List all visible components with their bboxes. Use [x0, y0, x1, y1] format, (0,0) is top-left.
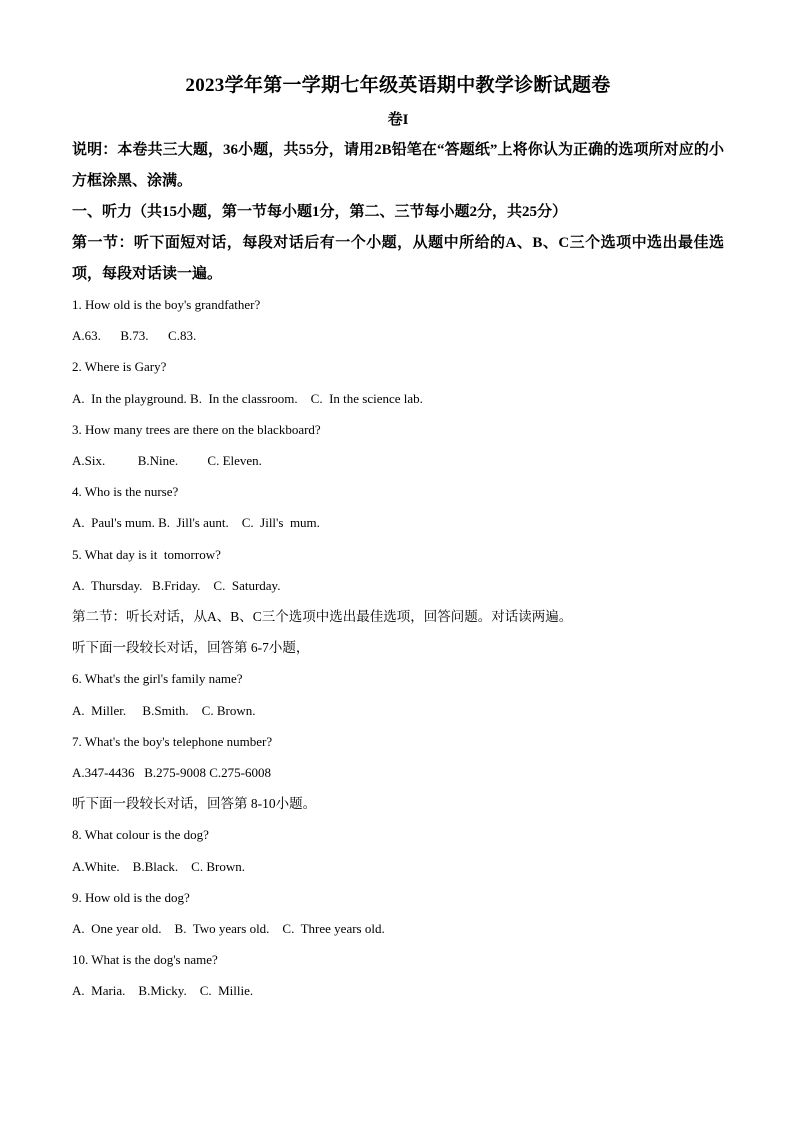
question-3: 3. How many trees are there on the blackboard?: [72, 422, 321, 437]
question-6: 6. What's the girl's family name?: [72, 671, 243, 686]
question-10: 10. What is the dog's name?: [72, 952, 218, 967]
instructions-text: 说明：本卷共三大题，36小题，共55分，请用2B铅笔在“答题纸”上将你认为正确的选项所对应的小方框涂黑、涂满。: [72, 142, 724, 189]
dialog-6-7-intro: 听下面一段较长对话，回答第 6-7小题，: [72, 640, 310, 655]
question-1: 1. How old is the boy's grandfather?: [72, 297, 261, 312]
question-8-options: A.White. B.Black. C. Brown.: [72, 859, 245, 874]
exam-title: 2023学年第一学期七年级英语期中教学诊断试题卷: [185, 75, 611, 96]
part1-intro: 第一节：听下面短对话，每段对话后有一个小题，从题中所给的A、B、C三个选项中选出最佳选项，每段对话读一遍。: [72, 235, 724, 282]
part2-intro: 第二节：听长对话，从A、B、C三个选项中选出最佳选项，回答问题。对话读两遍。: [72, 609, 573, 624]
question-7: 7. What's the boy's telephone number?: [72, 734, 273, 749]
question-9: 9. How old is the dog?: [72, 890, 190, 905]
question-2: 2. Where is Gary?: [72, 359, 167, 374]
question-9-options: A. One year old. B. Two years old. C. Three years old.: [72, 921, 385, 936]
question-1-options: A.63. B.73. C.83.: [72, 328, 197, 343]
question-7-options: A.347-4436 B.275-9008 C.275-6008: [72, 765, 271, 780]
question-4: 4. Who is the nurse?: [72, 484, 179, 499]
question-2-options: A. In the playground. B. In the classroom. C. In the science lab.: [72, 391, 423, 406]
dialog-8-10-intro: 听下面一段较长对话，回答第 8-10小题。: [72, 796, 317, 811]
section-listening-heading: 一、听力（共15小题，第一节每小题1分，第二、三节每小题2分，共25分）: [72, 204, 568, 220]
question-10-options: A. Maria. B.Micky. C. Millie.: [72, 983, 254, 998]
question-5-options: A. Thursday. B.Friday. C. Saturday.: [72, 578, 281, 593]
volume-label: 卷I: [387, 112, 409, 128]
question-4-options: A. Paul's mum. B. Jill's aunt. C. Jill's mum.: [72, 515, 320, 530]
question-6-options: A. Miller. B.Smith. C. Brown.: [72, 703, 256, 718]
question-5: 5. What day is it tomorrow?: [72, 547, 221, 562]
question-8: 8. What colour is the dog?: [72, 827, 209, 842]
question-3-options: A.Six. B.Nine. C. Eleven.: [72, 453, 262, 468]
